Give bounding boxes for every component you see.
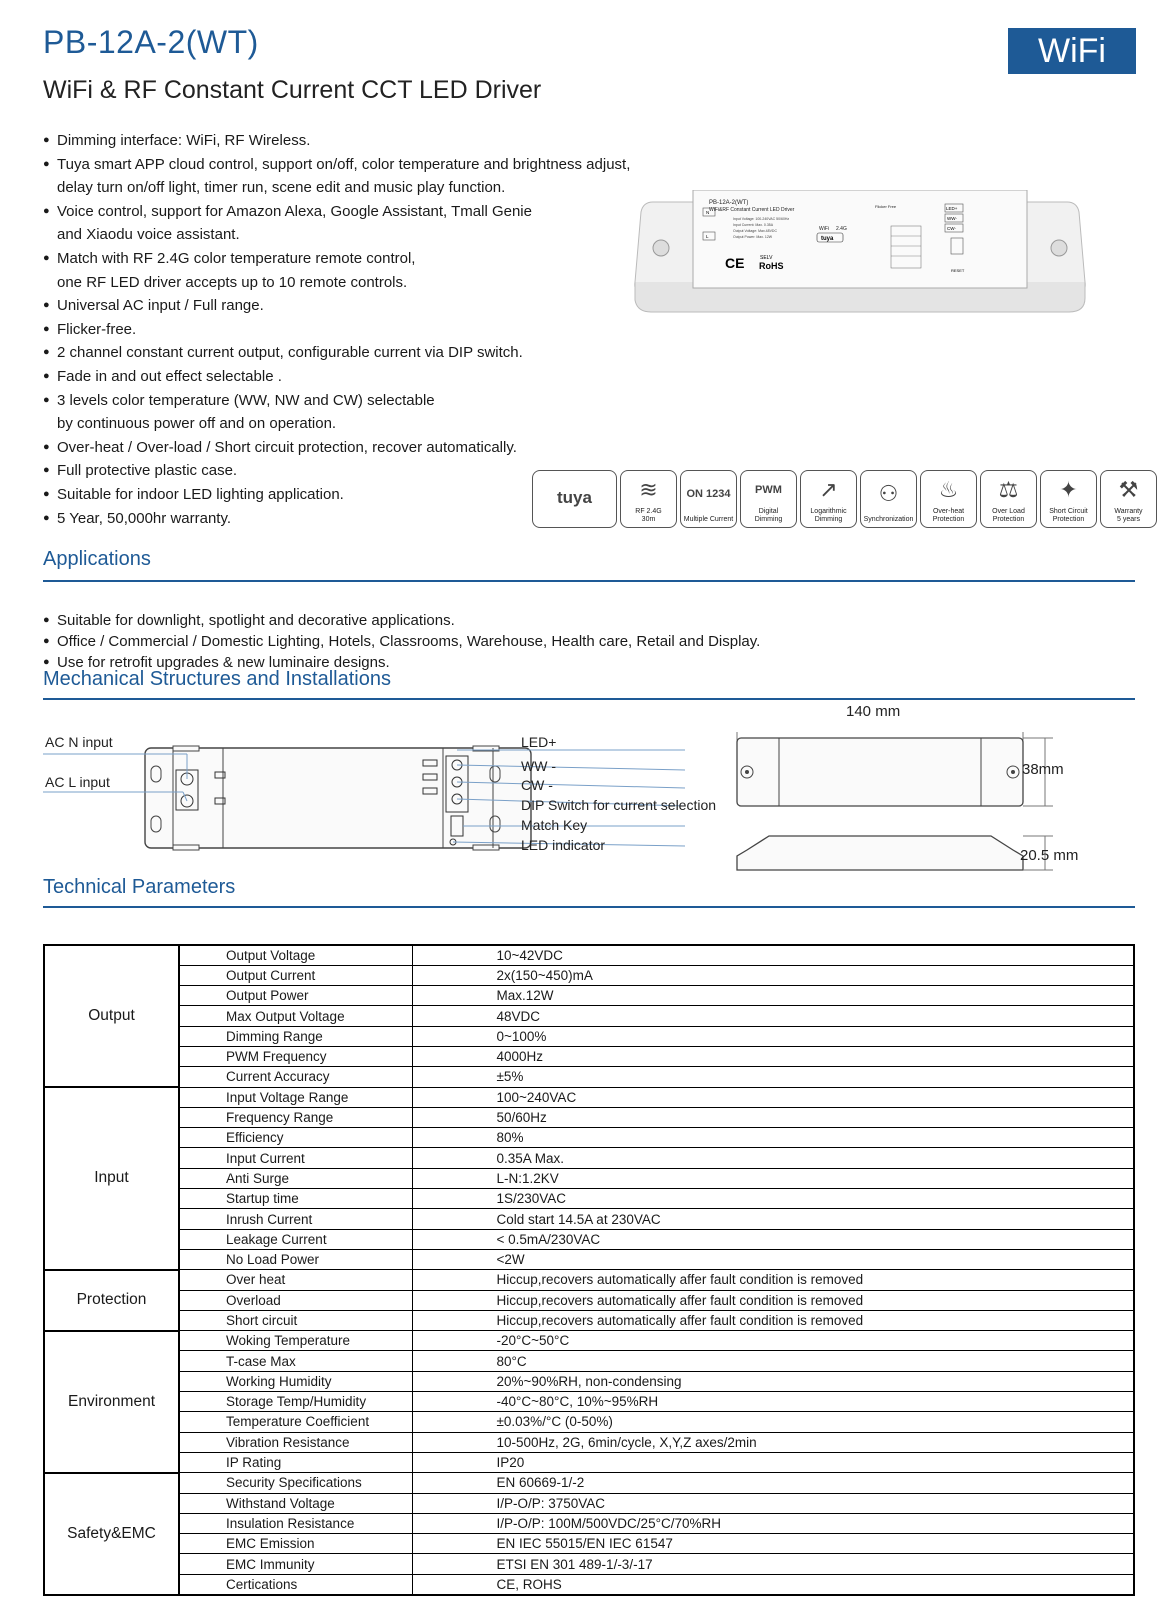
feature-item: ● Universal AC input / Full range. <box>43 294 683 318</box>
label-ce: CE <box>725 255 745 271</box>
pwm-icon <box>740 470 797 528</box>
param-value: L-N:1.2KV <box>412 1168 1134 1188</box>
param-value: -20°C~50°C <box>412 1331 1134 1351</box>
label-flicker: Flicker Free <box>875 204 897 209</box>
warranty-icon-label: Warranty 5 years <box>1114 508 1143 523</box>
feature-item: one RF LED driver accepts up to 10 remote controls. <box>57 273 408 291</box>
param-name: Security Specifications <box>179 1473 412 1493</box>
product-photo <box>633 190 1087 320</box>
param-value: 48VDC <box>412 1006 1134 1026</box>
param-name: Efficiency <box>179 1128 412 1148</box>
table-row <box>44 1310 1134 1330</box>
tuya-icon-glyph: tuya <box>557 487 592 507</box>
label-dip-switch: DIP Switch for current selection <box>521 797 717 813</box>
dip-switch-icon-glyph: ON 1234 <box>686 487 731 500</box>
param-name: Output Voltage <box>179 945 412 965</box>
param-value: I/P-O/P: 3750VAC <box>412 1493 1134 1513</box>
table-row <box>44 986 1134 1006</box>
param-value: IP20 <box>412 1452 1134 1472</box>
table-row <box>44 1006 1134 1026</box>
applications-list <box>43 610 760 673</box>
dim-width: 38mm <box>1022 761 1064 778</box>
param-value: ETSI EN 301 489-1/-3/-17 <box>412 1554 1134 1574</box>
logarithmic-dimming-icon-label: Logarithmic Dimming <box>810 508 847 523</box>
param-name: No Load Power <box>179 1249 412 1269</box>
param-name: IP Rating <box>179 1452 412 1472</box>
label-model: PB-12A-2(WT) <box>709 200 749 206</box>
table-row <box>44 1107 1134 1127</box>
param-name: Max Output Voltage <box>179 1006 412 1026</box>
synchronization-icon <box>860 470 917 528</box>
technical-rule <box>43 906 1135 908</box>
feature-item: ● Voice control, support for Amazon Alexa, Google Assistant, Tmall Genie <box>43 200 683 224</box>
table-row <box>44 1249 1134 1269</box>
param-name: Woking Temperature <box>179 1331 412 1351</box>
param-value: 10-500Hz, 2G, 6min/cycle, X,Y,Z axes/2min <box>412 1432 1134 1452</box>
feature-item: delay turn on/off light, timer run, scene edit and music play function. <box>57 179 506 197</box>
applications-heading: Applications <box>43 548 151 570</box>
param-value: CE, ROHS <box>412 1574 1134 1594</box>
param-name: Inrush Current <box>179 1209 412 1229</box>
wifi-badge: WiFi <box>1008 28 1136 74</box>
label-led-plus: LED+ <box>521 734 557 750</box>
table-row <box>44 1574 1134 1594</box>
label-wifi: WiFi <box>819 226 829 232</box>
page-subtitle: WiFi & RF Constant Current CCT LED Driver <box>43 76 542 104</box>
param-value: 100~240VAC <box>412 1087 1134 1107</box>
param-name: EMC Immunity <box>179 1554 412 1574</box>
param-name: Input Current <box>179 1148 412 1168</box>
label-reset: RESET <box>951 268 965 273</box>
label-ww: WW- <box>947 216 957 221</box>
label-n: N <box>706 210 710 215</box>
pwm-icon-label: Digital Dimming <box>754 508 783 523</box>
param-name: Dimming Range <box>179 1026 412 1046</box>
feature-icon-row <box>532 470 1157 528</box>
mechanical-heading: Mechanical Structures and Installations <box>43 668 391 690</box>
synchronization-icon-label: Synchronization <box>863 516 914 523</box>
label-output-p: Output Power: Max. 12W <box>733 235 773 239</box>
applications-rule <box>43 580 1135 582</box>
label-input-v: Input Voltage: 100-240VAC 50/60Hz <box>733 217 790 221</box>
param-name: Working Humidity <box>179 1371 412 1391</box>
param-name: Startup time <box>179 1189 412 1209</box>
param-value: Hiccup,recovers automatically affer fault condition is removed <box>412 1290 1134 1310</box>
table-row <box>44 1148 1134 1168</box>
param-value: Cold start 14.5A at 230VAC <box>412 1209 1134 1229</box>
over-heat-icon-label: Over-heat Protection <box>932 508 965 523</box>
group-label: Output <box>44 945 179 1087</box>
rf-wireless-icon-label: RF 2.4G 30m <box>635 508 662 523</box>
table-row <box>44 1331 1134 1351</box>
feature-item: ● Tuya smart APP cloud control, support on/off, color temperature and brightness adjust, <box>43 153 683 177</box>
param-value: 20%~90%RH, non-condensing <box>412 1371 1134 1391</box>
table-row <box>44 1168 1134 1188</box>
label-led-indicator: LED indicator <box>521 837 606 853</box>
param-value: 50/60Hz <box>412 1107 1134 1127</box>
label-match-key: Match Key <box>521 817 588 833</box>
label-cw: CW - <box>521 777 553 793</box>
label-ww: WW - <box>521 758 556 774</box>
over-load-icon <box>980 470 1037 528</box>
param-value: ±0.03%/°C (0-50%) <box>412 1412 1134 1432</box>
param-value: Hiccup,recovers automatically affer fault condition is removed <box>412 1270 1134 1290</box>
feature-item: ● Fade in and out effect selectable . <box>43 365 683 389</box>
param-name: Leakage Current <box>179 1229 412 1249</box>
short-circuit-icon-glyph: ✦ <box>1059 476 1078 502</box>
label-rohs: RoHS <box>759 261 784 271</box>
group-label: Input <box>44 1087 179 1270</box>
param-value: 10~42VDC <box>412 945 1134 965</box>
feature-item: and Xiaodu voice assistant. <box>57 226 240 244</box>
feature-item: ● Dimming interface: WiFi, RF Wireless. <box>43 129 683 153</box>
table-row <box>44 1026 1134 1046</box>
warranty-icon-glyph: ⚒ <box>1118 476 1139 502</box>
param-name: Withstand Voltage <box>179 1493 412 1513</box>
page-title: PB-12A-2(WT) <box>43 24 259 60</box>
table-row <box>44 1229 1134 1249</box>
label-desc: WiFi&RF Constant Current LED Driver <box>709 207 795 213</box>
param-value: ±5% <box>412 1067 1134 1087</box>
over-heat-icon <box>920 470 977 528</box>
over-load-icon-glyph: ⚖ <box>998 476 1019 502</box>
table-row <box>44 1392 1134 1412</box>
group-label: Environment <box>44 1331 179 1473</box>
logarithmic-dimming-icon-glyph: ↗ <box>819 476 838 502</box>
synchronization-icon-glyph: ⚇ <box>878 480 899 506</box>
table-row <box>44 1534 1134 1554</box>
table-row <box>44 1351 1134 1371</box>
param-value: -40°C~80°C, 10%~95%RH <box>412 1392 1134 1412</box>
param-value: Hiccup,recovers automatically affer fault condition is removed <box>412 1310 1134 1330</box>
param-value: EN 60669-1/-2 <box>412 1473 1134 1493</box>
group-label: Safety&EMC <box>44 1473 179 1595</box>
param-name: Over heat <box>179 1270 412 1290</box>
param-name: Input Voltage Range <box>179 1087 412 1107</box>
feature-item: ● 5 Year, 50,000hr warranty. <box>43 507 683 531</box>
dim-length: 140 mm <box>846 703 901 720</box>
param-name: Output Current <box>179 965 412 985</box>
table-row <box>44 1189 1134 1209</box>
param-name: PWM Frequency <box>179 1046 412 1066</box>
table-row <box>44 1128 1134 1148</box>
param-name: Short circuit <box>179 1310 412 1330</box>
dim-height: 20.5 mm <box>1020 847 1079 864</box>
tuya-icon <box>532 470 617 528</box>
param-name: Output Power <box>179 986 412 1006</box>
application-item: ● Suitable for downlight, spotlight and decorative applications. <box>43 610 760 631</box>
param-name: Vibration Resistance <box>179 1432 412 1452</box>
param-name: Current Accuracy <box>179 1067 412 1087</box>
table-row <box>44 1046 1134 1066</box>
param-value: 80°C <box>412 1351 1134 1371</box>
param-name: Temperature Coefficient <box>179 1412 412 1432</box>
technical-heading: Technical Parameters <box>43 876 236 898</box>
table-row <box>44 945 1134 965</box>
table-row <box>44 1432 1134 1452</box>
param-name: Certications <box>179 1574 412 1594</box>
feature-item: ● Match with RF 2.4G color temperature remote control, <box>43 247 683 271</box>
label-output-v: Output Voltage: Max.48VDC <box>733 229 777 233</box>
table-row <box>44 1554 1134 1574</box>
feature-item: ● 2 channel constant current output, configurable current via DIP switch. <box>43 341 683 365</box>
param-name: Insulation Resistance <box>179 1513 412 1533</box>
param-value: < 0.5mA/230VAC <box>412 1229 1134 1249</box>
technical-parameters-table <box>43 944 1135 1596</box>
param-value: 1S/230VAC <box>412 1189 1134 1209</box>
feature-item: ● 3 levels color temperature (WW, NW and CW) selectable <box>43 389 683 413</box>
label-tuya: tuya <box>821 236 834 242</box>
label-ac-l: AC L input <box>45 774 110 790</box>
param-name: Storage Temp/Humidity <box>179 1392 412 1412</box>
table-row <box>44 1290 1134 1310</box>
logarithmic-dimming-icon <box>800 470 857 528</box>
param-value: 0.35A Max. <box>412 1148 1134 1168</box>
over-heat-icon-glyph: ♨ <box>938 476 959 502</box>
label-selv: SELV <box>760 255 773 261</box>
table-row <box>44 965 1134 985</box>
table-row <box>44 1452 1134 1472</box>
param-value: I/P-O/P: 100M/500VDC/25°C/70%RH <box>412 1513 1134 1533</box>
table-row <box>44 1270 1134 1290</box>
table-row <box>44 1513 1134 1533</box>
label-input-c: Input Current: Max. 0.35A <box>733 223 774 227</box>
group-label: Protection <box>44 1270 179 1331</box>
table-row <box>44 1412 1134 1432</box>
param-name: EMC Emission <box>179 1534 412 1554</box>
feature-item: ● Suitable for indoor LED lighting application. <box>43 483 683 507</box>
param-name: T-case Max <box>179 1351 412 1371</box>
dip-switch-icon <box>680 470 737 528</box>
dip-switch-icon-label: Multiple Current <box>683 516 734 523</box>
short-circuit-icon-label: Short Circuit Protection <box>1049 508 1088 523</box>
short-circuit-icon <box>1040 470 1097 528</box>
pwm-icon-glyph: PWM <box>755 483 782 496</box>
table-row <box>44 1067 1134 1087</box>
param-value: EN IEC 55015/EN IEC 61547 <box>412 1534 1134 1554</box>
param-name: Anti Surge <box>179 1168 412 1188</box>
label-l: L <box>706 234 709 239</box>
param-value: 4000Hz <box>412 1046 1134 1066</box>
feature-item: ● Full protective plastic case. <box>43 459 683 483</box>
param-value: <2W <box>412 1249 1134 1269</box>
label-rf: 2.4G <box>836 226 847 232</box>
table-row <box>44 1371 1134 1391</box>
label-ac-n: AC N input <box>45 734 113 750</box>
application-item: ● Office / Commercial / Domestic Lighting, Hotels, Classrooms, Warehouse, Health care, Retail and Display. <box>43 631 760 652</box>
label-led-plus: LED+ <box>946 206 958 211</box>
rf-wireless-icon <box>620 470 677 528</box>
mechanical-rule <box>43 698 1135 700</box>
feature-item: ● Flicker-free. <box>43 318 683 342</box>
feature-item: by continuous power off and on operation. <box>57 415 337 433</box>
param-value: 0~100% <box>412 1026 1134 1046</box>
param-name: Overload <box>179 1290 412 1310</box>
label-cw: CW- <box>947 226 956 231</box>
table-row <box>44 1209 1134 1229</box>
param-name: Frequency Range <box>179 1107 412 1127</box>
feature-item: ● Over-heat / Over-load / Short circuit protection, recover automatically. <box>43 436 683 460</box>
param-value: 80% <box>412 1128 1134 1148</box>
param-value: 2x(150~450)mA <box>412 965 1134 985</box>
rf-wireless-icon-glyph: ≋ <box>639 476 658 502</box>
table-row <box>44 1473 1134 1493</box>
warranty-icon <box>1100 470 1157 528</box>
table-row <box>44 1493 1134 1513</box>
over-load-icon-label: Over Load Protection <box>992 508 1025 523</box>
param-value: Max.12W <box>412 986 1134 1006</box>
table-row <box>44 1087 1134 1107</box>
application-item: ● Use for retrofit upgrades & new luminaire designs. <box>43 652 760 673</box>
